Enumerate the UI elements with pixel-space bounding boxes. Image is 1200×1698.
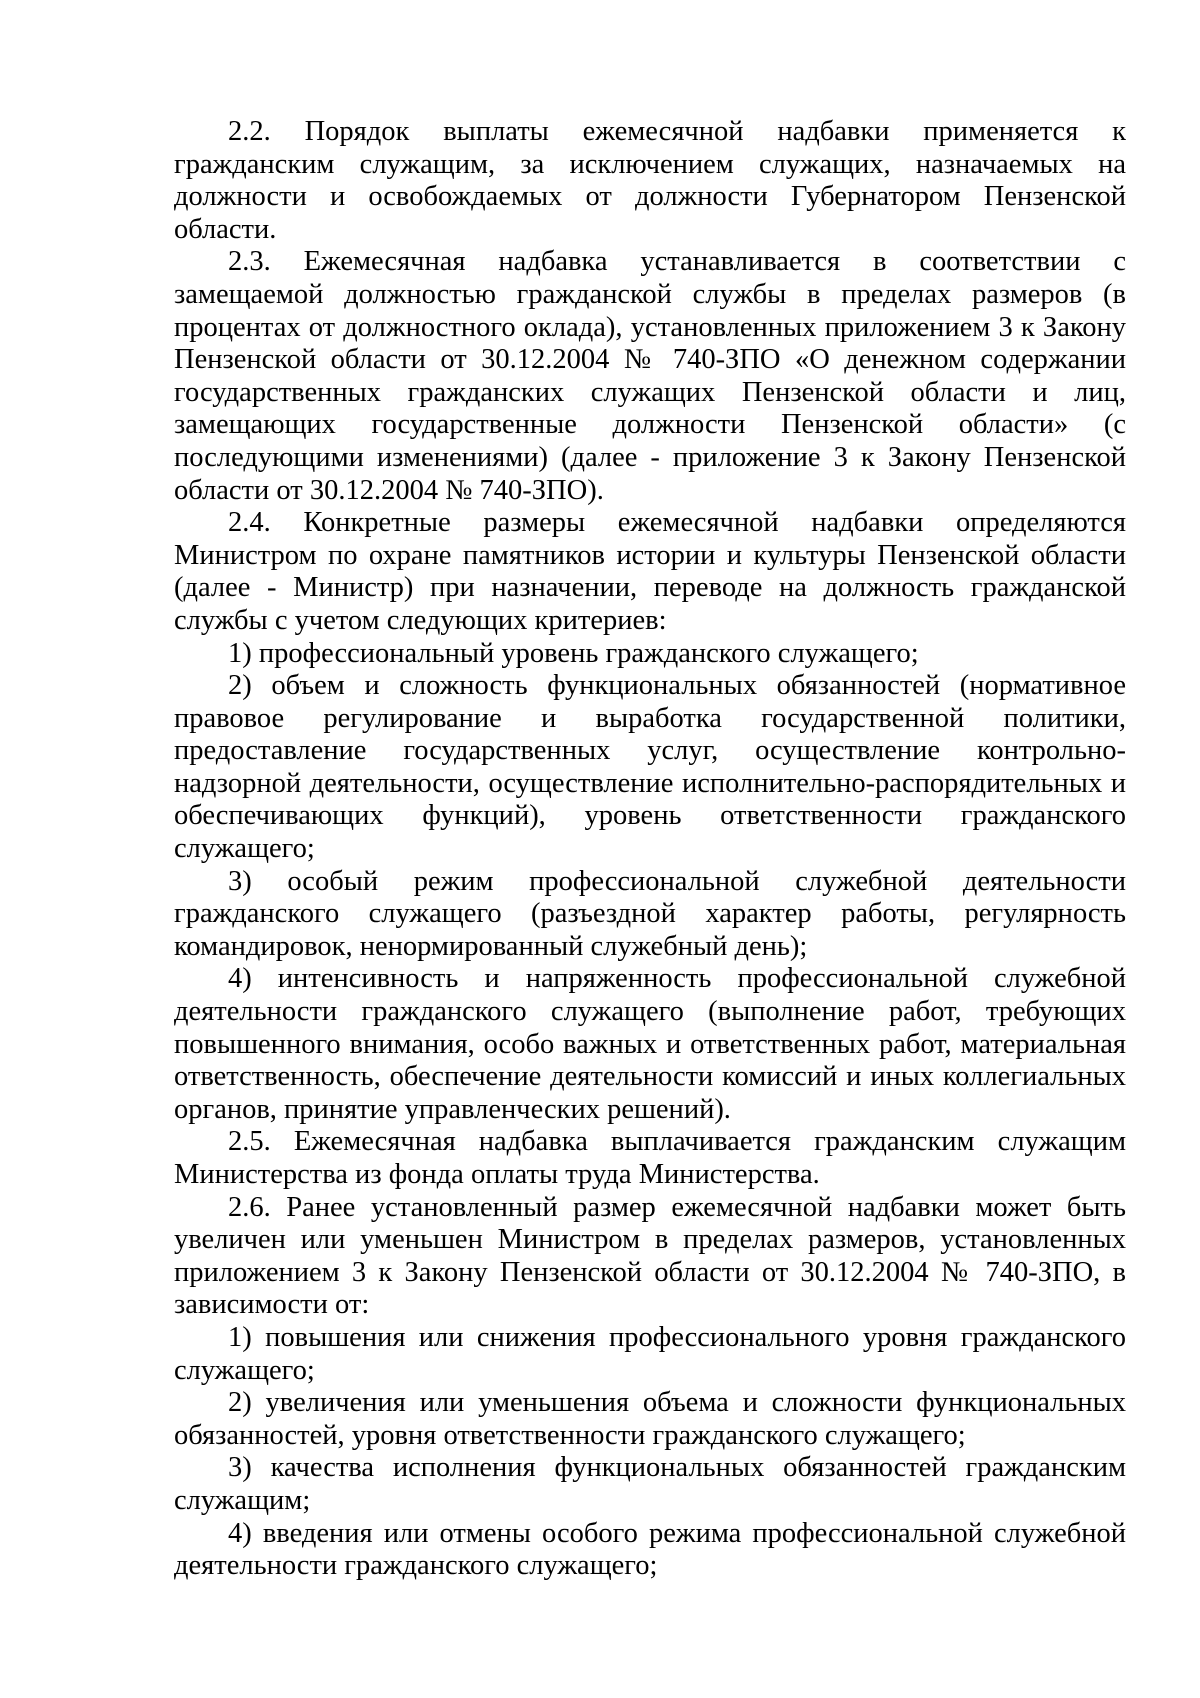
document-body xyxy=(174,116,1126,1583)
criteria-item-1: 1) профессиональный уровень гражданского служащего; xyxy=(228,637,919,669)
paragraph-2-2: 2.2. Порядок выплаты ежемесячной надбавки применяется к гражданским служащим, за исключением служащих, назначаемых на должности и освобождаемых от должности Губернатором Пензенской области. xyxy=(174,116,1126,245)
paragraph-2-4: 2.4. Конкретные размеры ежемесячной надбавки определяются Министром по охране памятников истории и культуры Пензенской области (далее - Министр) при назначении, переводе на должность гражданской службы с учетом следующих критериев: xyxy=(174,507,1126,636)
criteria-item-4: 4) интенсивность и напряженность профессиональной служебной деятельности гражданского служащего (выполнение работ, требующих повышенного внимания, особо важных и ответственных работ, материальная ответственность, обеспечение деятельности комиссий и иных коллегиальных органов, принятие управленческих решений). xyxy=(174,963,1126,1125)
change-condition-1: 1) повышения или снижения профессионального уровня гражданского служащего; xyxy=(174,1321,1126,1386)
paragraph-2-5: 2.5. Ежемесячная надбавка выплачивается гражданским служащим Министерства из фонда оплаты труда Министерства. xyxy=(174,1126,1126,1190)
paragraph-2-6: 2.6. Ранее установленный размер ежемесячной надбавки может быть увеличен или уменьшен Министром в пределах размеров, установленных приложением 3 к Закону Пензенской области от 30.12.2004 № 740-ЗПО, в зависимости от: xyxy=(174,1191,1126,1321)
change-condition-4: 4) введения или отмены особого режима профессиональной служебной деятельности гражданского служащего; xyxy=(174,1517,1126,1582)
criteria-item-2: 2) объем и сложность функциональных обязанностей (нормативное правовое регулирование и выработка государственной политики, предоставление государственных услуг, осуществление контрольно-надзорной деятельности, осуществление исполнительно-распорядительных и обеспечивающих функций), уровень ответственности гражданского служащего; xyxy=(174,670,1126,865)
paragraph-2-3: 2.3. Ежемесячная надбавка устанавливается в соответствии с замещаемой должностью гражданской службы в пределах размеров (в процентах от должностного оклада), установленных приложением 3 к Закону Пензенской области от 30.12.2004 № 740-ЗПО «О денежном содержании государственных гражданских служащих Пензенской области и лиц, замещающих государственные должности Пензенской области» (с последующими изменениями) (далее - приложение 3 к Закону Пензенской области от 30.12.2004 № 740-ЗПО). xyxy=(174,246,1126,506)
criteria-item-3: 3) особый режим профессиональной служебной деятельности гражданского служащего (разъездной характер работы, регулярность командировок, ненормированный служебный день); xyxy=(174,865,1126,962)
change-condition-3: 3) качества исполнения функциональных обязанностей гражданским служащим; xyxy=(174,1452,1126,1516)
change-condition-2: 2) увеличения или уменьшения объема и сложности функциональных обязанностей, уровня ответственности гражданского служащего; xyxy=(174,1387,1126,1451)
